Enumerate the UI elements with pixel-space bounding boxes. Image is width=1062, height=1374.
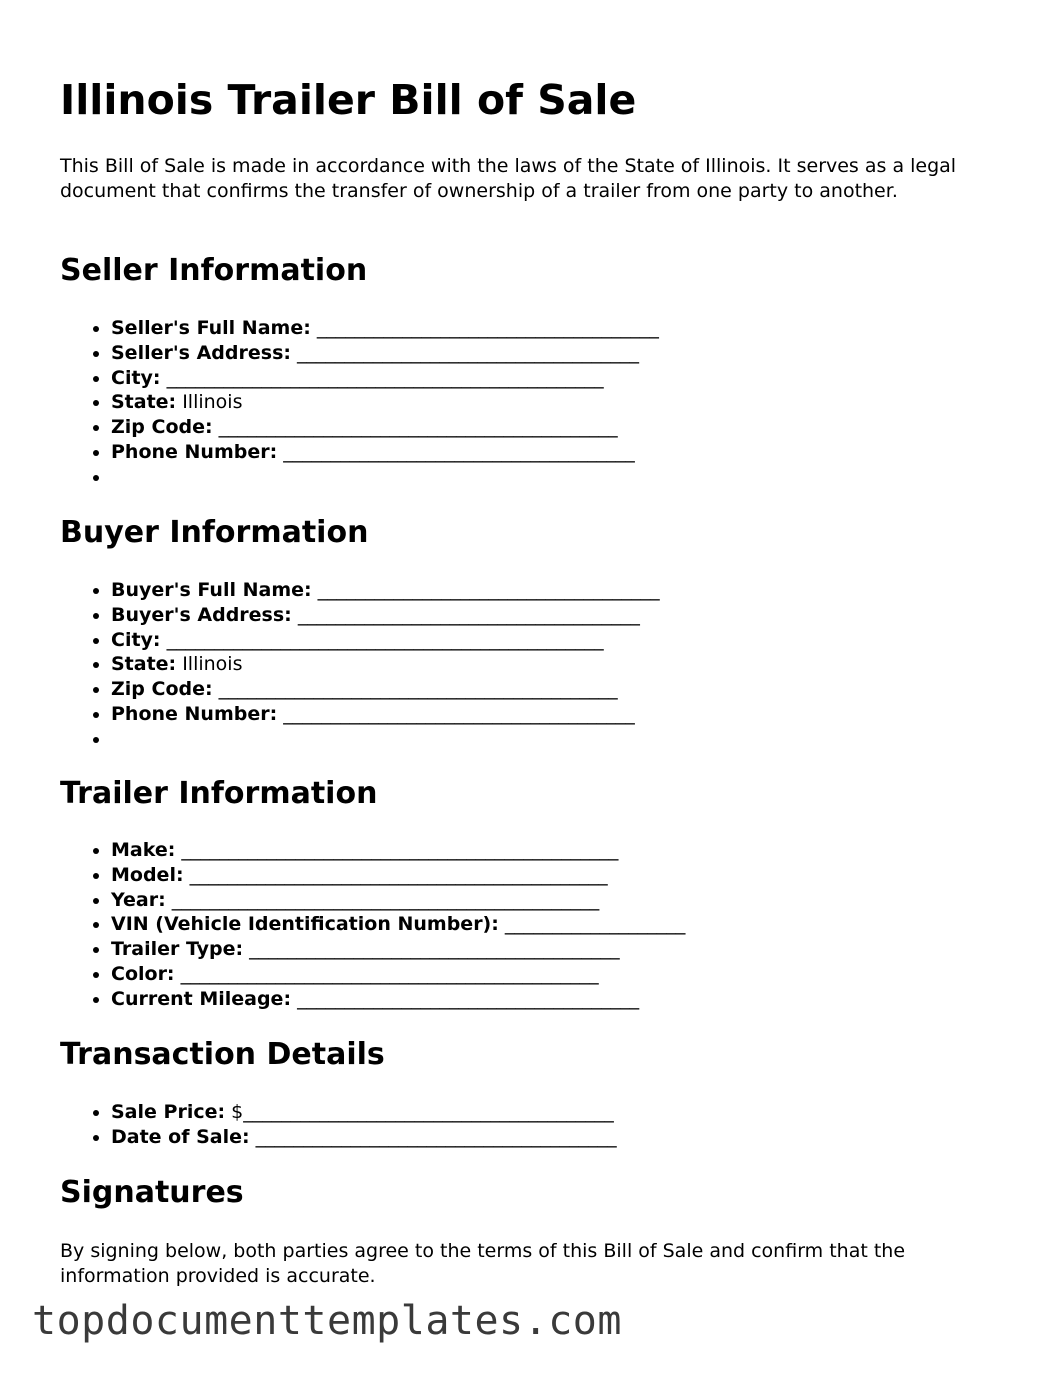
field-value[interactable]: ____________________________________________ <box>183 863 608 886</box>
form-field-item <box>111 677 660 702</box>
field-value[interactable]: _____________________________________ <box>277 702 635 725</box>
field-label: Make: <box>111 839 176 861</box>
field-value[interactable]: ______________________________________________ <box>160 366 604 389</box>
field-label: City: <box>111 628 161 651</box>
signatures-heading: Signatures <box>60 1175 244 1210</box>
form-field-item <box>111 465 659 490</box>
field-value[interactable]: ______________________________________________ <box>160 628 604 651</box>
field-label: City: <box>111 366 161 389</box>
field-value[interactable]: ______________________________________ <box>249 1125 617 1148</box>
field-value[interactable]: ____________________________________ <box>290 341 640 364</box>
field-label: Trailer Type: <box>111 938 244 961</box>
form-field-item <box>111 1125 617 1150</box>
field-value[interactable]: ____________________________________ <box>291 987 640 1010</box>
field-label: Current Mileage: <box>111 987 292 1010</box>
form-field-item <box>111 727 660 752</box>
form-field-item <box>111 912 685 937</box>
field-value[interactable]: _______________________________________ <box>243 938 620 961</box>
form-field-item <box>111 603 660 628</box>
transaction-heading: Transaction Details <box>60 1037 385 1072</box>
buyer-heading: Buyer Information <box>60 515 369 550</box>
field-value[interactable]: ____________________________________ <box>291 603 640 626</box>
field-label: Model: <box>111 863 184 886</box>
form-field-item <box>111 341 659 366</box>
field-value[interactable]: _____________________________________ <box>277 440 635 463</box>
field-label: Zip Code: <box>111 678 213 701</box>
watermark: topdocumenttemplates.com <box>32 1298 622 1344</box>
field-label: Year: <box>111 888 166 911</box>
field-value[interactable]: ____________________________________ <box>311 579 660 601</box>
field-label: Date of Sale: <box>111 1125 250 1148</box>
field-label: Buyer's Full Name: <box>111 579 312 601</box>
form-field-item <box>111 987 685 1012</box>
field-value[interactable]: Illinois <box>176 391 243 414</box>
field-label: Seller's Full Name: <box>111 317 311 339</box>
form-field-item <box>111 578 660 603</box>
form-field-item <box>111 863 685 888</box>
trailer-list <box>60 838 685 1012</box>
field-value[interactable]: ___________________ <box>498 913 686 936</box>
field-label: Phone Number: <box>111 440 278 463</box>
field-value[interactable]: ____________________________________ <box>310 317 659 339</box>
field-label: Phone Number: <box>111 702 278 725</box>
field-label: Seller's Address: <box>111 341 291 364</box>
form-field-item <box>111 962 685 987</box>
signatures-paragraph: By signing below, both parties agree to the terms of this Bill of Sale and confirm that the information provided is accurate. <box>60 1240 906 1287</box>
field-label: Buyer's Address: <box>111 603 292 626</box>
form-field-item <box>111 390 659 415</box>
seller-list <box>60 316 659 490</box>
form-field-item <box>111 838 685 863</box>
field-value[interactable]: _____________________________________________ <box>165 888 600 911</box>
transaction-list <box>60 1100 617 1150</box>
form-field-item <box>111 628 660 653</box>
field-value[interactable]: __________________________________________ <box>212 416 618 439</box>
field-value[interactable]: __________________________________________ <box>212 678 618 701</box>
field-label: State: <box>111 653 177 676</box>
form-field-item <box>111 702 660 727</box>
form-field-item <box>111 652 660 677</box>
field-label: Color: <box>111 962 175 985</box>
field-value[interactable]: Illinois <box>176 653 243 676</box>
field-label: Zip Code: <box>111 416 213 439</box>
field-label: State: <box>111 391 177 414</box>
form-field-item <box>111 415 659 440</box>
field-value[interactable]: ______________________________________________ <box>175 839 619 861</box>
field-value[interactable]: ____________________________________________ <box>174 962 599 985</box>
form-field-item <box>111 316 659 341</box>
form-field-item <box>111 1100 617 1125</box>
trailer-heading: Trailer Information <box>60 776 378 811</box>
form-field-item <box>111 888 685 913</box>
form-field-item <box>111 366 659 391</box>
document-title: Illinois Trailer Bill of Sale <box>60 76 637 124</box>
intro-paragraph: This Bill of Sale is made in accordance with the laws of the State of Illinois. It serves as a legal document that confirms the transfer of ownership of a trailer from one party to another. <box>60 155 957 202</box>
field-label: VIN (Vehicle Identification Number): <box>111 913 499 936</box>
form-field-item <box>111 937 685 962</box>
buyer-list <box>60 578 660 752</box>
field-value[interactable]: $_______________________________________ <box>225 1101 614 1123</box>
seller-heading: Seller Information <box>60 253 368 288</box>
field-label: Sale Price: <box>111 1101 226 1123</box>
form-field-item <box>111 440 659 465</box>
